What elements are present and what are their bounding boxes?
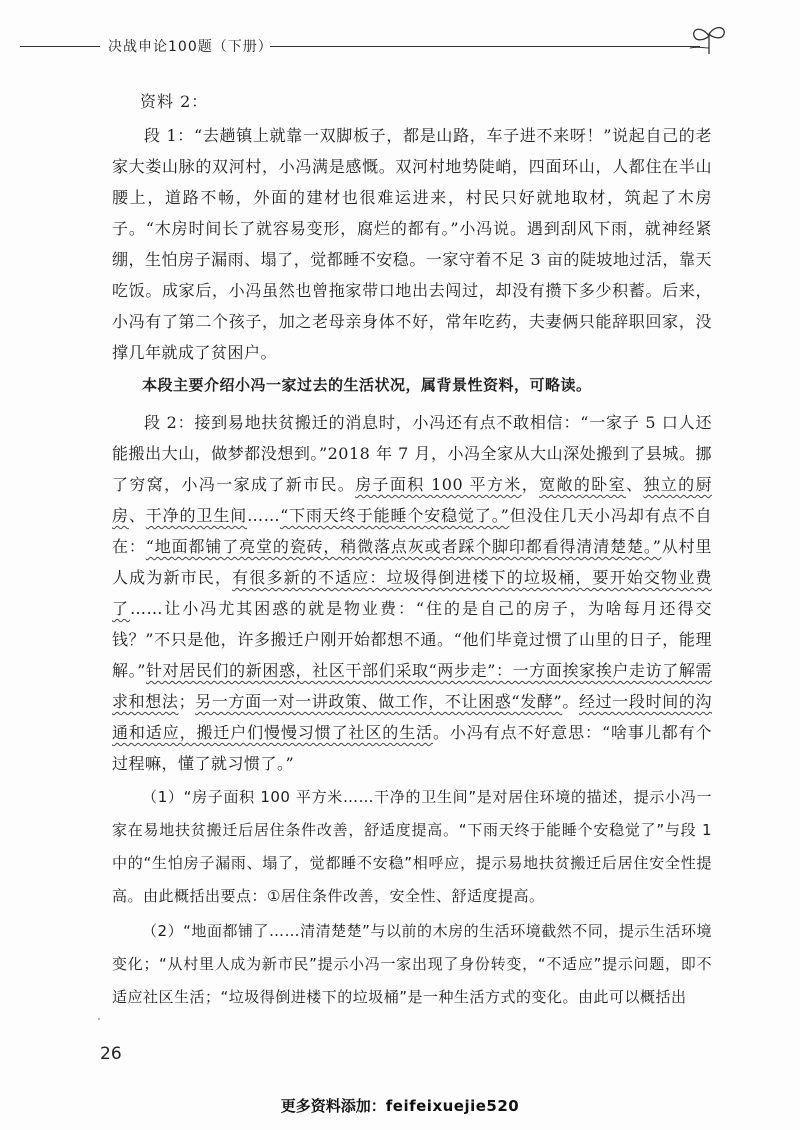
- text-run: ……让小冯尤其困惑的就是物业费：“住的是自己的房子，为啥每月还得交钱？”不只是他，许多搬迁户刚开始都想不通。“他们毕竟过惯了山里的日子，能理解。”: [112, 599, 712, 680]
- analysis-2: （2）“地面都铺了……清清楚楚”与以前的木房的生活环境截然不同，提示生活环境变化；“从村里人成为新市民”提示小冯一家出现了身份转变，“不适应”提示问题，即不适应社区生活；“垃圾得倒进楼下的垃圾桶”是一种生活方式的变化。由此可以概括出: [112, 922, 712, 1006]
- material-heading: 资料 2：: [140, 92, 209, 111]
- sprout-icon: [688, 22, 730, 56]
- text-run: 段 2：接到易地扶贫搬迁的消息时，小冯还有点不敢相信：“一家子 5 口人还能搬出大山，做梦都没想到。”2018 年 7 月，小冯全家从大山深处搬到了县城。挪了穷窝，小冯一家成了新市民。: [112, 413, 712, 494]
- page-number: 26: [100, 1044, 122, 1064]
- scan-speck: [98, 1018, 100, 1020]
- underlined-phrase: 针对居民们的新困惑，社区干部们采取“两步走”：一方面挨家挨户走访了解需求和想法: [112, 661, 712, 711]
- underlined-phrase: 房子面积 100 平方米: [355, 475, 522, 494]
- text-run: ……: [247, 506, 281, 525]
- running-header: [20, 30, 720, 60]
- underlined-phrase: 宽敞的卧室: [539, 475, 626, 494]
- text-run: ；: [178, 692, 196, 711]
- text-run: 但没住几天小冯却有点不自在：: [112, 506, 712, 556]
- underlined-phrase: “地面都铺了亮堂的瓷砖，稍微落点灰或者踩个脚印都看得清清楚楚。”: [145, 537, 662, 556]
- text-run: 、: [625, 475, 644, 494]
- promo-label: 更多资料添加：: [280, 1097, 386, 1115]
- underlined-phrase: 独立的厨房: [112, 475, 712, 525]
- underlined-phrase: 另一方面一对一讲政策、做工作，不让困惑“发酵”: [195, 692, 563, 711]
- text-run: 从村里人成为新市民，: [112, 537, 712, 587]
- underlined-phrase: 经过一段时间的沟通和适应，搬迁户们慢慢习惯了社区的生活: [112, 692, 712, 742]
- page-body: [112, 86, 712, 1014]
- promo-contact: feifeixuejie520: [385, 1097, 520, 1115]
- paragraph-2: [112, 407, 712, 779]
- reading-note: 本段主要介绍小冯一家过去的生活状况，属背景性资料，可略读。: [142, 376, 592, 394]
- text-run: 。: [562, 692, 579, 711]
- header-rule-right: [270, 46, 700, 47]
- text-run: 、: [128, 506, 146, 525]
- text-run: 。小冯有点不好意思：“啥事儿都有个过程嘛，懂了就习惯了。”: [112, 723, 712, 773]
- text-run: ，: [521, 475, 540, 494]
- header-rule-left: [20, 46, 100, 47]
- paragraph-1: 段 1：“去趟镇上就靠一双脚板子，都是山路，车子进不来呀！”说起自己的老家大娄山脉的双河村，小冯满是感慨。双河村地势陡峭，四面环山，人都住在半山腰上，道路不畅，外面的建材也很难运进来，村民只好就地取材，筑起了木房子。“木房时间长了就容易变形，腐烂的都有。”小冯说。遇到刮风下雨，就神经紧绷，生怕房子漏雨、塌了，觉都睡不安稳。一家守着不足 3 亩的陡坡地过活，靠天吃饭。成家后，小冯虽然也曾拖家带口地出去闯过，却没有攒下多少积蓄。后来，小冯有了第二个孩子，加之老母亲身体不好，常年吃药，夫妻俩只能辞职回家，没撑几年就成了贫困户。: [112, 126, 712, 362]
- underlined-phrase: “下雨天终于能睡个安稳觉了。”: [280, 506, 510, 525]
- book-title: 决战申论100题（下册）: [108, 39, 273, 55]
- underlined-phrase: 有很多新的不适应：垃圾得倒进楼下的垃圾桶，要开始交物业费了: [112, 568, 712, 618]
- analysis-1: （1）“房子面积 100 平方米……干净的卫生间”是对居住环境的描述，提示小冯一家在易地扶贫搬迁后居住条件改善，舒适度提高。“下雨天终于能睡个安稳觉了”与段 1 中的“生怕房子漏雨、塌了，觉都睡不安稳”相呼应，提示易地扶贫搬迁后居住安全性提高。由此概括出要点：①居住条件改善，安全性、舒适度提高。: [112, 788, 712, 905]
- footer-promo: [0, 1095, 800, 1116]
- underlined-phrase: 干净的卫生间: [145, 506, 248, 525]
